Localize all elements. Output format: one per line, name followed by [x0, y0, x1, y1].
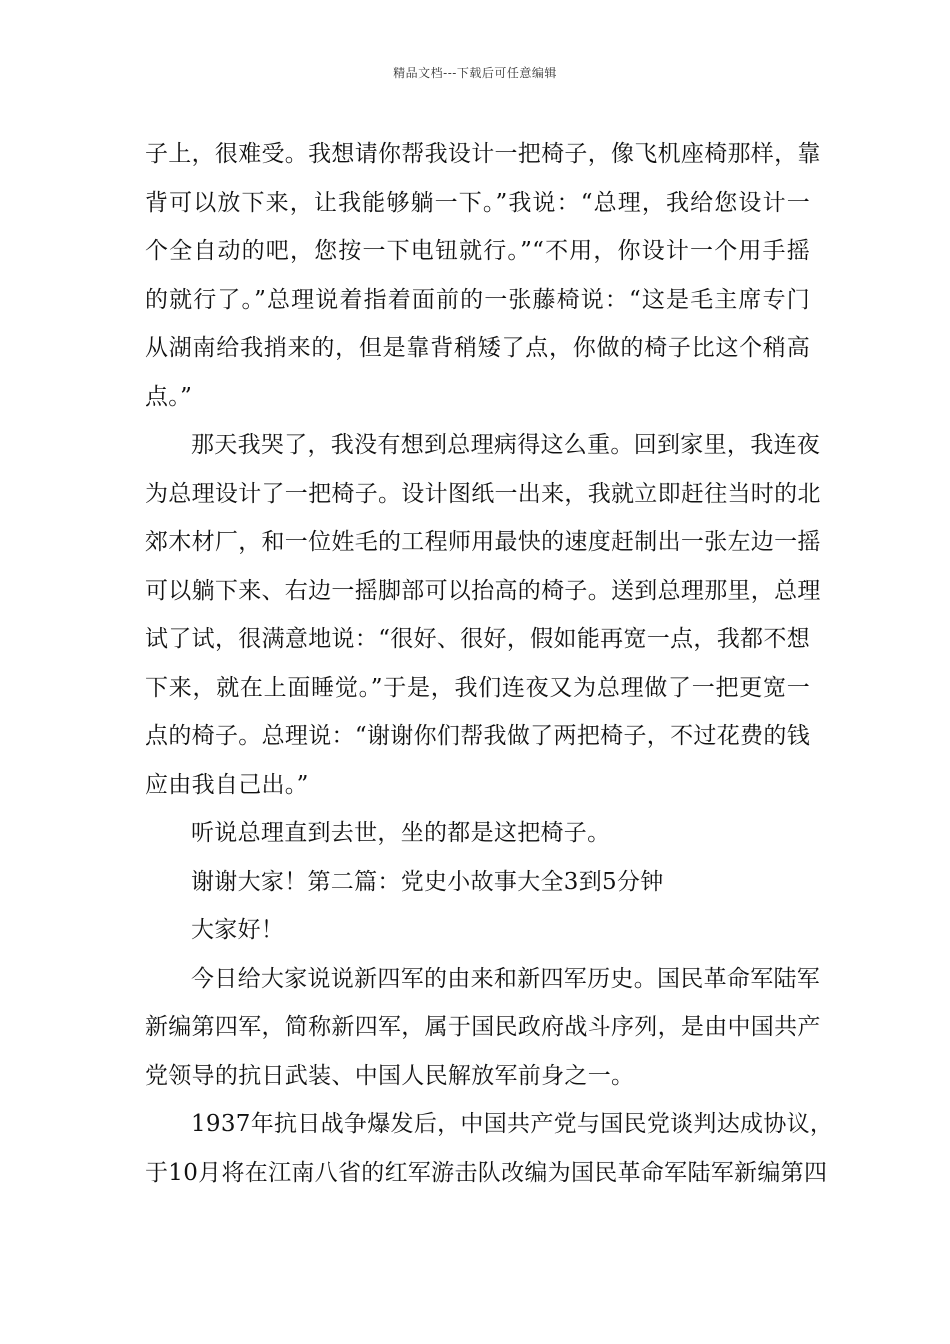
- paragraph-p7: [145, 1100, 834, 1197]
- text-line: 可以躺下来、右边一摇脚部可以抬高的椅子。送到总理那里，总理: [145, 577, 821, 604]
- text-line: 为总理设计了一把椅子。设计图纸一出来，我就立即赶往当时的北: [145, 480, 821, 507]
- text-line: 于10月将在江南八省的红军游击队改编为国民革命军陆军新编第四: [145, 1159, 828, 1186]
- text-line: 的就行了。”总理说着指着面前的一张藤椅说：“这是毛主席专门: [145, 286, 810, 313]
- text-line: 党领导的抗日武装、中国人民解放军前身之一。: [145, 1062, 635, 1089]
- paragraph-p6: [145, 955, 821, 1101]
- text-line: 从湖南给我捎来的，但是靠背稍矮了点，你做的椅子比这个稍高: [145, 335, 810, 361]
- paragraph-p2: [145, 421, 821, 809]
- text-line: 1937年抗日战争爆发后，中国共产党与国民党谈判达成协议，: [191, 1111, 834, 1137]
- text-line: 听说总理直到去世，坐的都是这把椅子。: [191, 820, 611, 846]
- text-line: 下来，就在上面睡觉。”于是，我们连夜又为总理做了一把更宽一: [145, 674, 810, 701]
- paragraph-p3: [145, 809, 810, 858]
- text-line: 子上，很难受。我想请你帮我设计一把椅子，像飞机座椅那样，靠: [145, 141, 821, 167]
- text-line: 试了试，很满意地说：“很好、很好，假如能再宽一点，我都不想: [145, 626, 810, 652]
- text-line: 郊木材厂，和一位姓毛的工程师用最快的速度赶制出一张左边一摇: [145, 529, 821, 555]
- text-line: 个全自动的吧，您按一下电钮就行。”“不用，你设计一个用手摇: [145, 238, 810, 264]
- text-line: 新编第四军，简称新四军，属于国民政府战斗序列，是由中国共产: [145, 1014, 821, 1040]
- paragraph-p1: [145, 130, 821, 421]
- text-line: 大家好！: [191, 917, 285, 943]
- text-line: 应由我自己出。”: [145, 771, 309, 798]
- text-line: 那天我哭了，我没有想到总理病得这么重。回到家里，我连夜: [191, 432, 821, 458]
- text-line: 点。”: [145, 383, 193, 410]
- page-header: 精品文档---下载后可任意编辑: [393, 66, 557, 80]
- paragraph-p5: [145, 906, 810, 955]
- document-body: [145, 130, 834, 1197]
- text-line: 背可以放下来，让我能够躺一下。”我说：“总理，我给您设计一: [145, 189, 810, 216]
- text-line: 点的椅子。总理说：“谢谢你们帮我做了两把椅子，不过花费的钱: [145, 723, 810, 749]
- text-line: 谢谢大家！第二篇：党史小故事大全3到5分钟: [191, 868, 664, 895]
- paragraph-p4: [145, 858, 810, 907]
- text-line: 今日给大家说说新四军的由来和新四军历史。国民革命军陆军: [191, 965, 821, 992]
